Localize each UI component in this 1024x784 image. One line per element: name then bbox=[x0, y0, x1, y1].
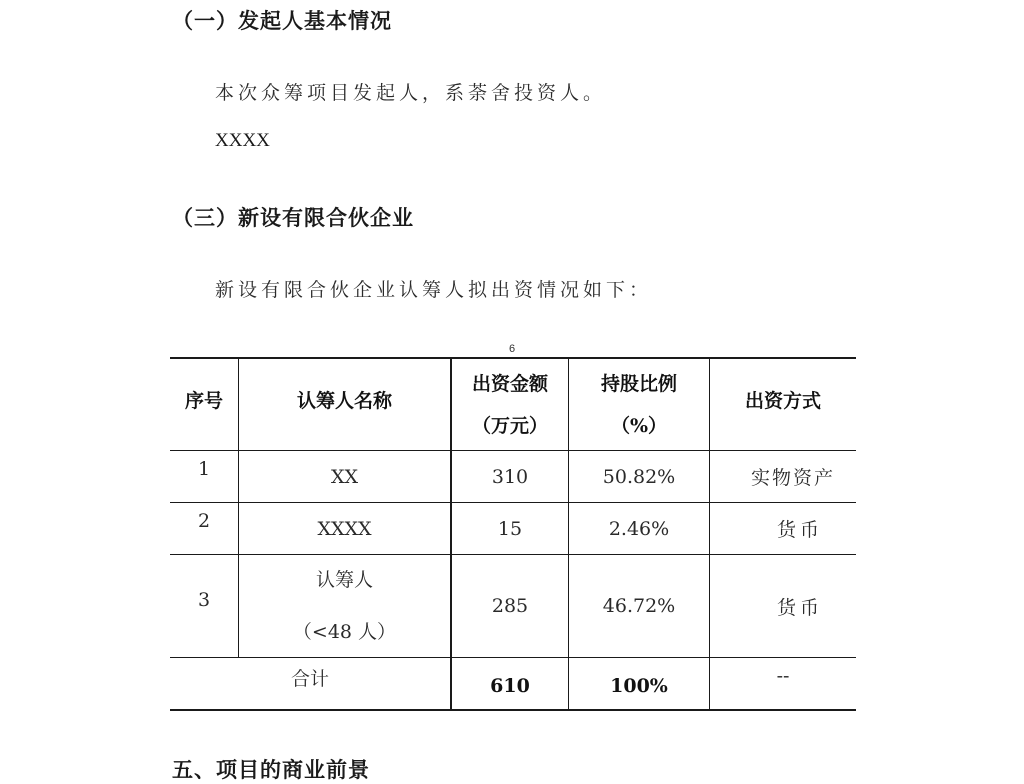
total-ratio: 100% bbox=[610, 675, 668, 697]
row3-index: 3 bbox=[197, 589, 211, 611]
header-index: 序号 bbox=[184, 389, 223, 412]
header-method: 出资方式 bbox=[744, 389, 821, 412]
sponsor-paragraph: 本次众筹项目发起人，系荼舍投资人。 bbox=[215, 82, 607, 104]
next-section-heading: 五、项目的商业前景 bbox=[172, 757, 370, 782]
row2-index: 2 bbox=[197, 510, 211, 532]
header-ratio bbox=[569, 359, 709, 450]
row1-name: XX bbox=[330, 465, 359, 488]
header-amount bbox=[452, 359, 568, 450]
row1-method: 实物资产 bbox=[750, 467, 835, 489]
sponsor-name: XXXX bbox=[215, 130, 270, 151]
row1-index: 1 bbox=[197, 458, 211, 480]
row2-name: XXXX bbox=[317, 517, 372, 540]
row2-ratio: 2.46% bbox=[608, 517, 670, 540]
total-label: 合计 bbox=[290, 667, 329, 690]
section-heading-partnership: （三）新设有限合伙企业 bbox=[172, 205, 414, 230]
header-amount-line2: （万元） bbox=[471, 414, 548, 437]
row3-method: 货币 bbox=[776, 596, 823, 619]
row1-amount: 310 bbox=[491, 465, 529, 488]
header-name: 认筹人名称 bbox=[296, 389, 392, 412]
row2-amount: 15 bbox=[497, 517, 523, 540]
page-number: 6 bbox=[509, 343, 516, 355]
row3-ratio: 46.72% bbox=[602, 595, 676, 617]
row3-name-line2: （<48 人） bbox=[292, 621, 397, 643]
total-method: -- bbox=[776, 665, 790, 687]
section-heading-sponsor: （一）发起人基本情况 bbox=[172, 8, 392, 33]
total-amount: 610 bbox=[490, 675, 530, 697]
row3-name bbox=[239, 555, 450, 657]
row3-name-line1: 认筹人 bbox=[315, 569, 373, 591]
row1-ratio: 50.82% bbox=[602, 465, 676, 488]
partnership-paragraph: 新设有限合伙企业认筹人拟出资情况如下： bbox=[215, 279, 653, 301]
row3-amount: 285 bbox=[491, 595, 529, 617]
header-ratio-line1: 持股比例 bbox=[600, 372, 677, 395]
header-ratio-line2: （%） bbox=[610, 414, 668, 437]
header-amount-line1: 出资金额 bbox=[471, 372, 548, 395]
row2-method: 货币 bbox=[776, 519, 823, 541]
